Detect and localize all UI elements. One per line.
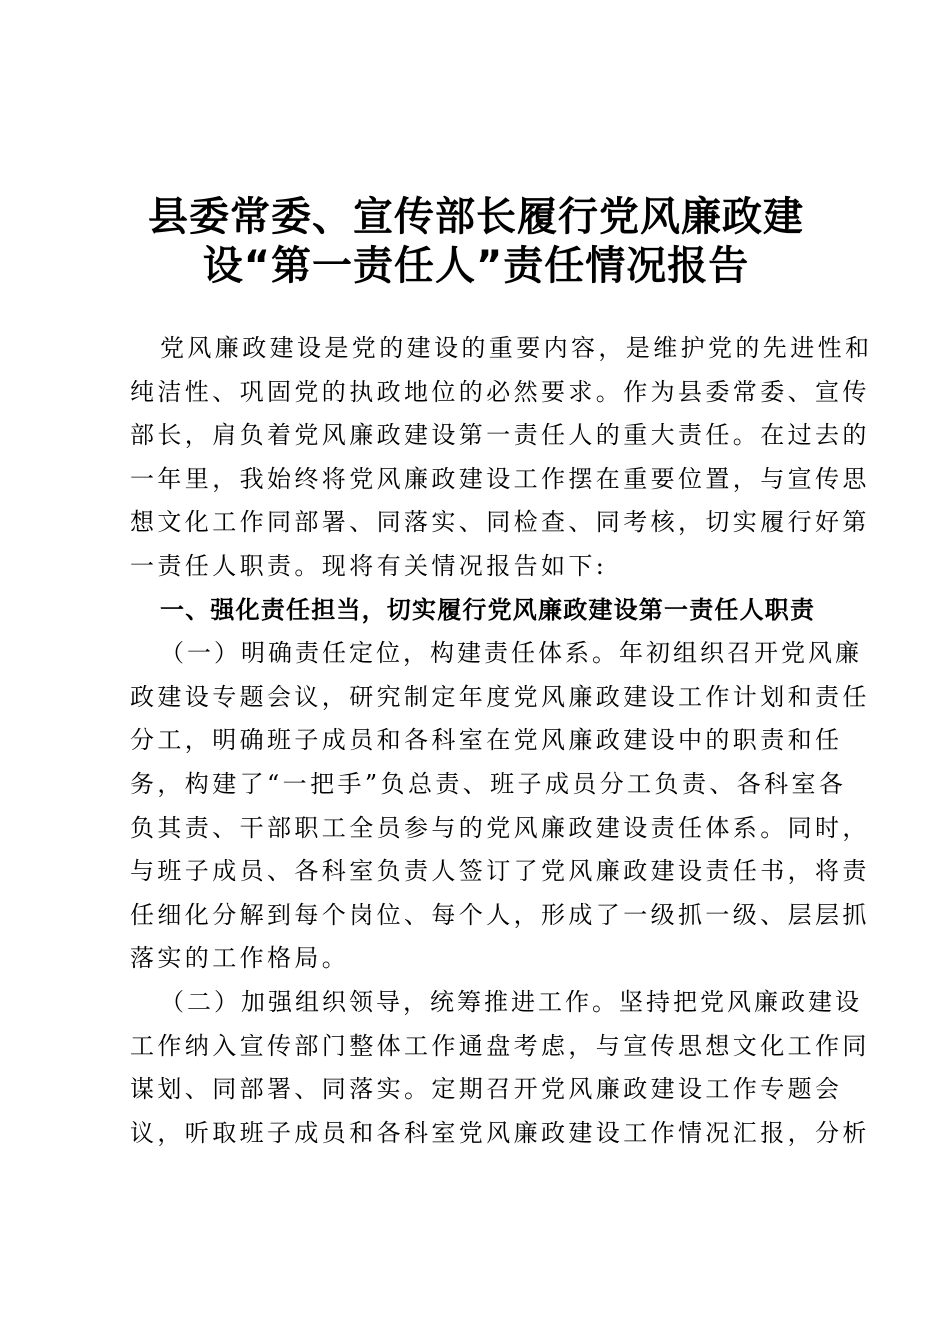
document-title xyxy=(130,193,822,291)
title-line-2: 设“第一责任人”责任情况报告 xyxy=(202,242,750,289)
text-line: 政建设专题会议，研究制定年度党风廉政建设工作计划和责任 xyxy=(130,682,870,711)
section-heading-1: 一、强化责任担当，切实履行党风廉政建设第一责任人职责 xyxy=(160,595,816,624)
text-line: 党风廉政建设是党的建设的重要内容，是维护党的先进性和 xyxy=(160,334,873,362)
text-line: 议，听取班子成员和各科室党风廉政建设工作情况汇报，分析 xyxy=(130,1118,870,1147)
title-line-1: 县委常委、宣传部长履行党风廉政建 xyxy=(148,193,804,240)
text-line: 与班子成员、各科室负责人签订了党风廉政建设责任书，将责 xyxy=(130,857,870,886)
subsection-1-paragraph xyxy=(130,632,870,981)
text-line: （二）加强组织领导，统筹推进工作。坚持把党风廉政建设 xyxy=(160,987,862,1016)
text-line: 一责任人职责。现将有关情况报告如下: xyxy=(130,551,608,580)
text-line: 部长，肩负着党风廉政建设第一责任人的重大责任。在过去的 xyxy=(130,421,870,450)
subsection-2-paragraph xyxy=(130,981,870,1155)
text-line: 务，构建了“一把手”负总责、班子成员分工负责、各科室各 xyxy=(130,769,847,798)
text-line: 纯洁性、巩固党的执政地位的必然要求。作为县委常委、宣传 xyxy=(130,377,870,406)
intro-paragraph xyxy=(130,327,873,589)
text-line: 工作纳入宣传部门整体工作通盘考虑，与宣传思想文化工作同 xyxy=(130,1031,870,1060)
text-line: 想文化工作同部署、同落实、同检查、同考核，切实履行好第 xyxy=(130,508,870,537)
text-line: 分工，明确班子成员和各科室在党风廉政建设中的职责和任 xyxy=(130,726,843,755)
document-body xyxy=(130,327,873,1155)
text-line: 一年里，我始终将党风廉政建设工作摆在重要位置，与宣传思 xyxy=(130,464,870,493)
text-line: 落实的工作格局。 xyxy=(130,944,350,973)
text-line: 负其责、干部职工全员参与的党风廉政建设责任体系。同时， xyxy=(130,813,870,842)
text-line: （一）明确责任定位，构建责任体系。年初组织召开党风廉 xyxy=(160,639,862,668)
text-line: 谋划、同部署、同落实。定期召开党风廉政建设工作专题会 xyxy=(130,1075,843,1104)
text-line: 任细化分解到每个岗位、每个人，形成了一级抓一级、层层抓 xyxy=(130,900,870,929)
